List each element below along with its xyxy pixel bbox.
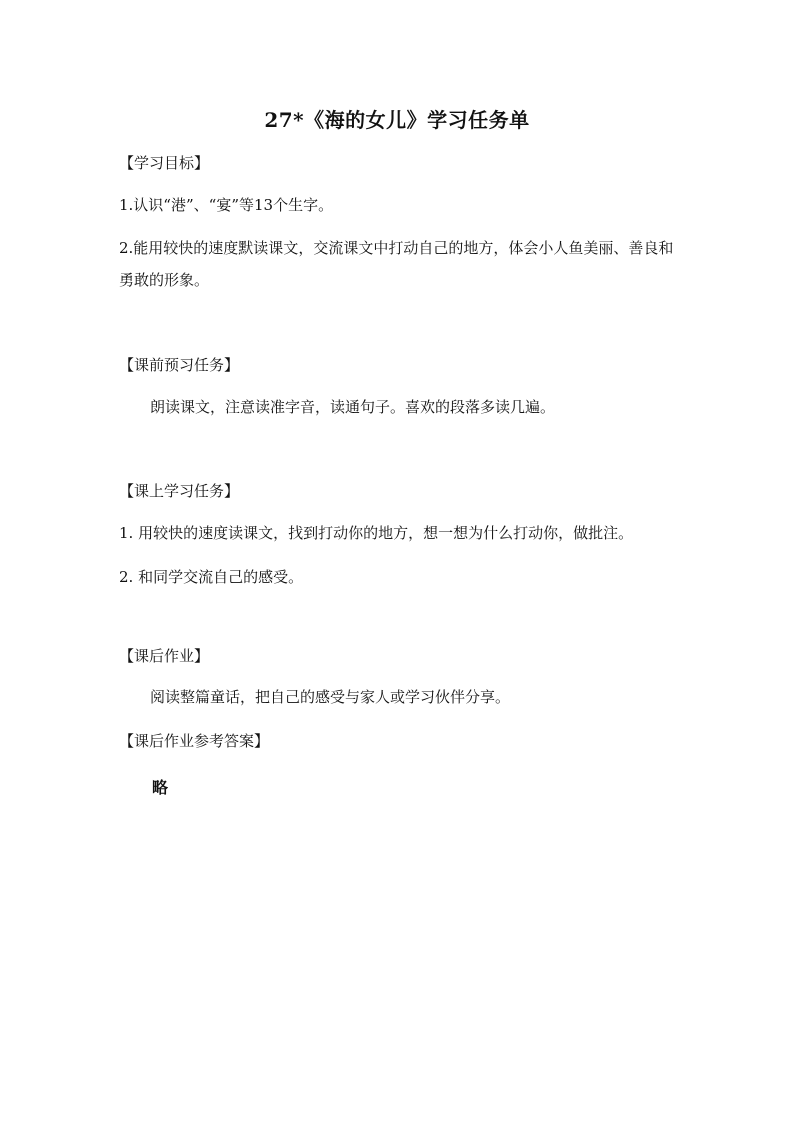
answer-text: 略 <box>152 778 169 797</box>
section-heading-goals: 【学习目标】 <box>119 154 210 172</box>
page-title: 27*《海的女儿》学习任务单 <box>264 108 530 132</box>
in-class-item-2: 2. 和同学交流自己的感受。 <box>119 568 304 586</box>
goal-item-1: 1.认识“港”、“宴”等13个生字。 <box>119 196 334 214</box>
goal-item-2: 2.能用较快的速度默读课文，交流课文中打动自己的地方，体会小人鱼美丽、善良和勇敢的形象。 <box>119 239 674 289</box>
homework-text: 阅读整篇童话，把自己的感受与家人或学习伙伴分享。 <box>150 688 511 706</box>
preview-task-text: 朗读课文，注意读准字音，读通句子。喜欢的段落多读几遍。 <box>150 398 556 416</box>
section-heading-answers: 【课后作业参考答案】 <box>119 732 270 750</box>
section-heading-preview: 【课前预习任务】 <box>119 356 240 374</box>
section-heading-in-class: 【课上学习任务】 <box>119 482 240 500</box>
section-heading-homework: 【课后作业】 <box>119 647 210 665</box>
in-class-item-1: 1. 用较快的速度读课文，找到打动你的地方，想一想为什么打动你，做批注。 <box>119 524 634 542</box>
